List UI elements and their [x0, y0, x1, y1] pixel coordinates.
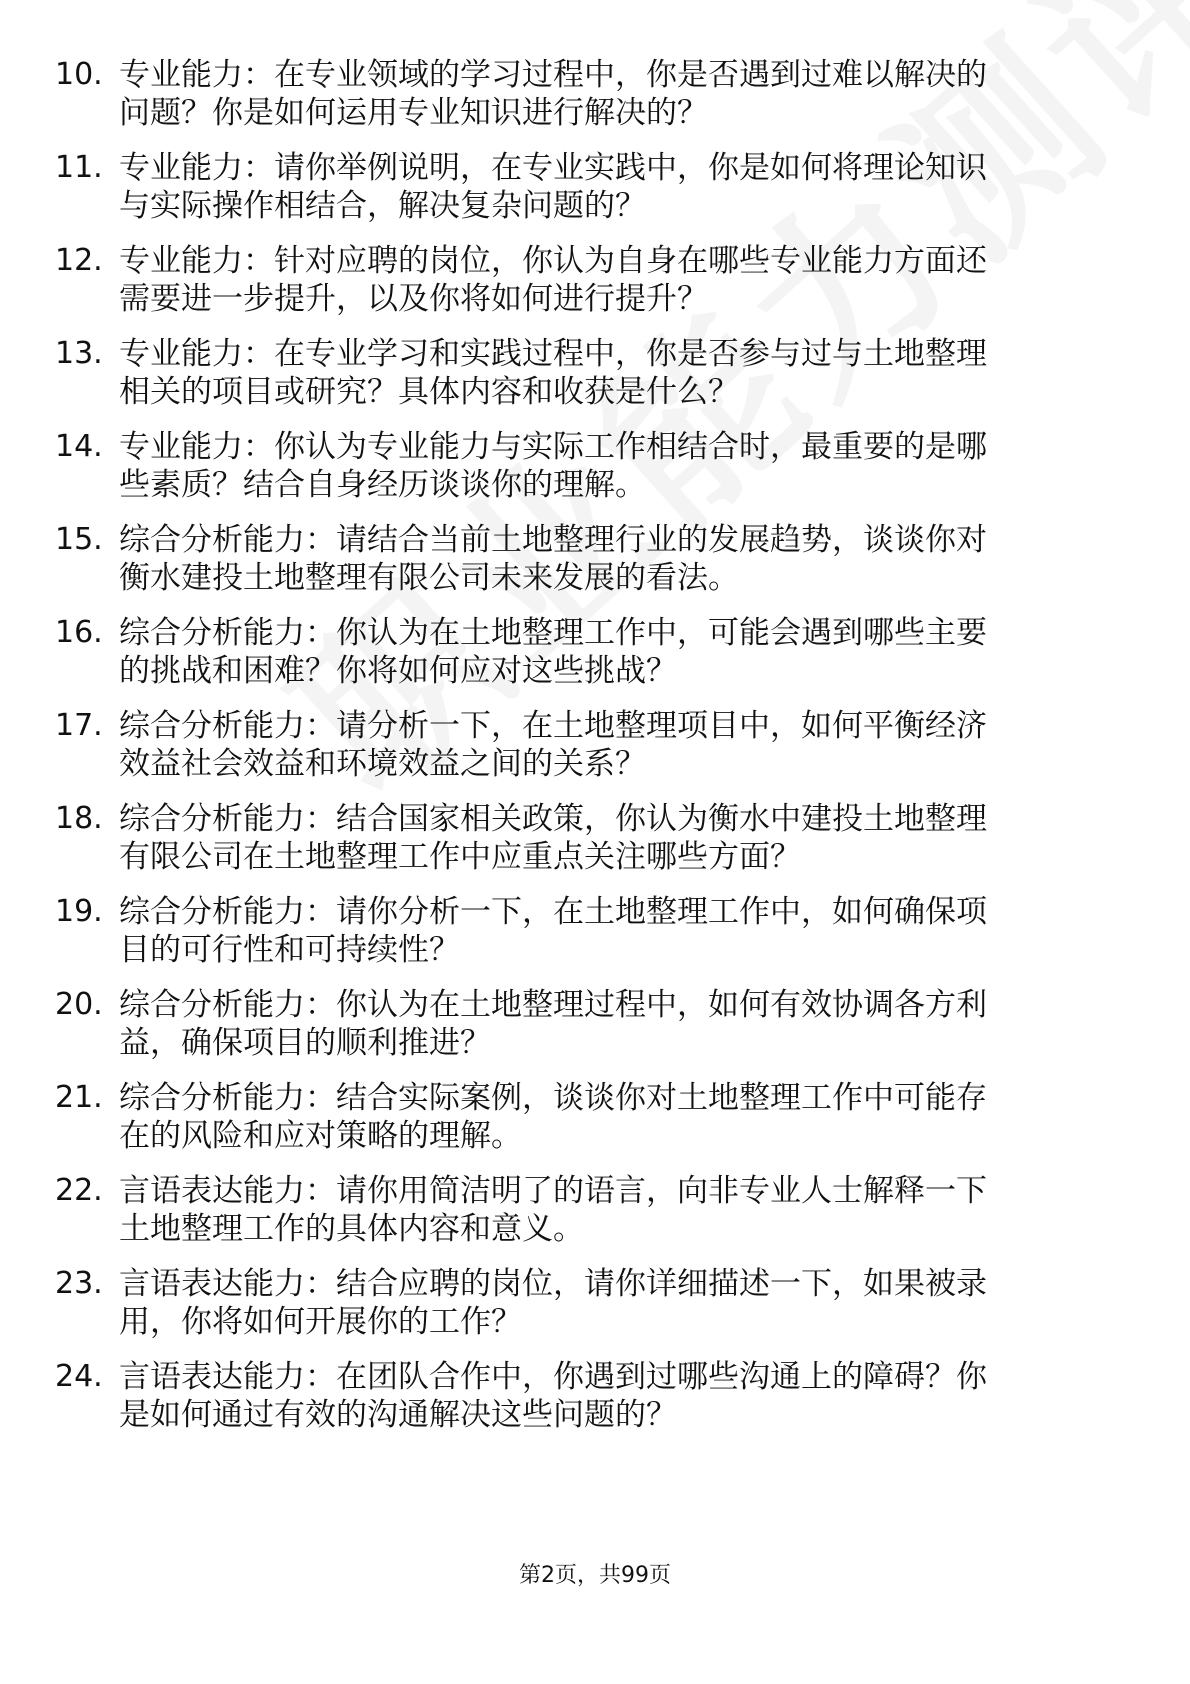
question-item — [0, 1358, 1190, 1451]
question-text: 综合分析能力：请分析一下，在土地整理项目中，如何平衡经济 效益社会效益和环境效益之间的关系？ — [119, 708, 987, 782]
question-number: 14. — [55, 429, 103, 464]
question-item — [0, 1265, 1190, 1358]
question-number: 23. — [55, 1266, 103, 1301]
question-item — [0, 242, 1190, 335]
question-text: 综合分析能力：结合实际案例，谈谈你对土地整理工作中可能存 在的风险和应对策略的理解。 — [119, 1080, 987, 1154]
question-item — [0, 149, 1190, 242]
question-text: 专业能力：你认为专业能力与实际工作相结合时，最重要的是哪 些素质？结合自身经历谈谈你的理解。 — [119, 429, 987, 503]
question-list — [0, 56, 1190, 1451]
page-number-label: 第2页，共99页 — [519, 1563, 671, 1588]
question-number: 16. — [55, 615, 103, 650]
question-item — [0, 707, 1190, 800]
question-text: 言语表达能力：请你用简洁明了的语言，向非专业人士解释一下 土地整理工作的具体内容和意义。 — [119, 1173, 987, 1247]
question-item — [0, 1172, 1190, 1265]
question-item — [0, 428, 1190, 521]
question-text: 言语表达能力：结合应聘的岗位，请你详细描述一下，如果被录 用，你将如何开展你的工作？ — [119, 1266, 987, 1340]
question-text: 言语表达能力：在团队合作中，你遇到过哪些沟通上的障碍？你 是如何通过有效的沟通解决这些问题的？ — [119, 1359, 987, 1433]
question-number: 15. — [55, 522, 103, 557]
question-text: 综合分析能力：你认为在土地整理工作中，可能会遇到哪些主要 的挑战和困难？你将如何应对这些挑战？ — [119, 615, 987, 689]
question-text: 专业能力：请你举例说明，在专业实践中，你是如何将理论知识 与实际操作相结合，解决复杂问题的？ — [119, 150, 987, 224]
question-text: 综合分析能力：请你分析一下，在土地整理工作中，如何确保项 目的可行性和可持续性？ — [119, 894, 987, 968]
question-text: 综合分析能力：你认为在土地整理过程中，如何有效协调各方利 益，确保项目的顺利推进？ — [119, 987, 987, 1061]
question-text: 综合分析能力：请结合当前土地整理行业的发展趋势，谈谈你对 衡水建投土地整理有限公司未来发展的看法。 — [119, 522, 987, 596]
question-number: 20. — [55, 987, 103, 1022]
question-text: 专业能力：在专业学习和实践过程中，你是否参与过与土地整理 相关的项目或研究？具体内容和收获是什么？ — [119, 336, 987, 410]
question-text: 专业能力：在专业领域的学习过程中，你是否遇到过难以解决的 问题？你是如何运用专业知识进行解决的？ — [119, 57, 987, 131]
question-number: 22. — [55, 1173, 103, 1208]
page-footer — [0, 1561, 1190, 1591]
question-item — [0, 614, 1190, 707]
question-number: 21. — [55, 1080, 103, 1115]
question-number: 10. — [55, 57, 103, 92]
question-item — [0, 986, 1190, 1079]
question-number: 11. — [55, 150, 103, 185]
question-number: 24. — [55, 1359, 103, 1394]
question-item — [0, 800, 1190, 893]
question-number: 18. — [55, 801, 103, 836]
question-number: 12. — [55, 243, 103, 278]
question-item — [0, 893, 1190, 986]
question-text: 综合分析能力：结合国家相关政策，你认为衡水中建投土地整理 有限公司在土地整理工作中应重点关注哪些方面？ — [119, 801, 987, 875]
question-item — [0, 56, 1190, 149]
question-number: 19. — [55, 894, 103, 929]
question-number: 13. — [55, 336, 103, 371]
question-text: 专业能力：针对应聘的岗位，你认为自身在哪些专业能力方面还 需要进一步提升，以及你将如何进行提升？ — [119, 243, 987, 317]
question-item — [0, 1079, 1190, 1172]
question-item — [0, 335, 1190, 428]
question-item — [0, 521, 1190, 614]
question-number: 17. — [55, 708, 103, 743]
